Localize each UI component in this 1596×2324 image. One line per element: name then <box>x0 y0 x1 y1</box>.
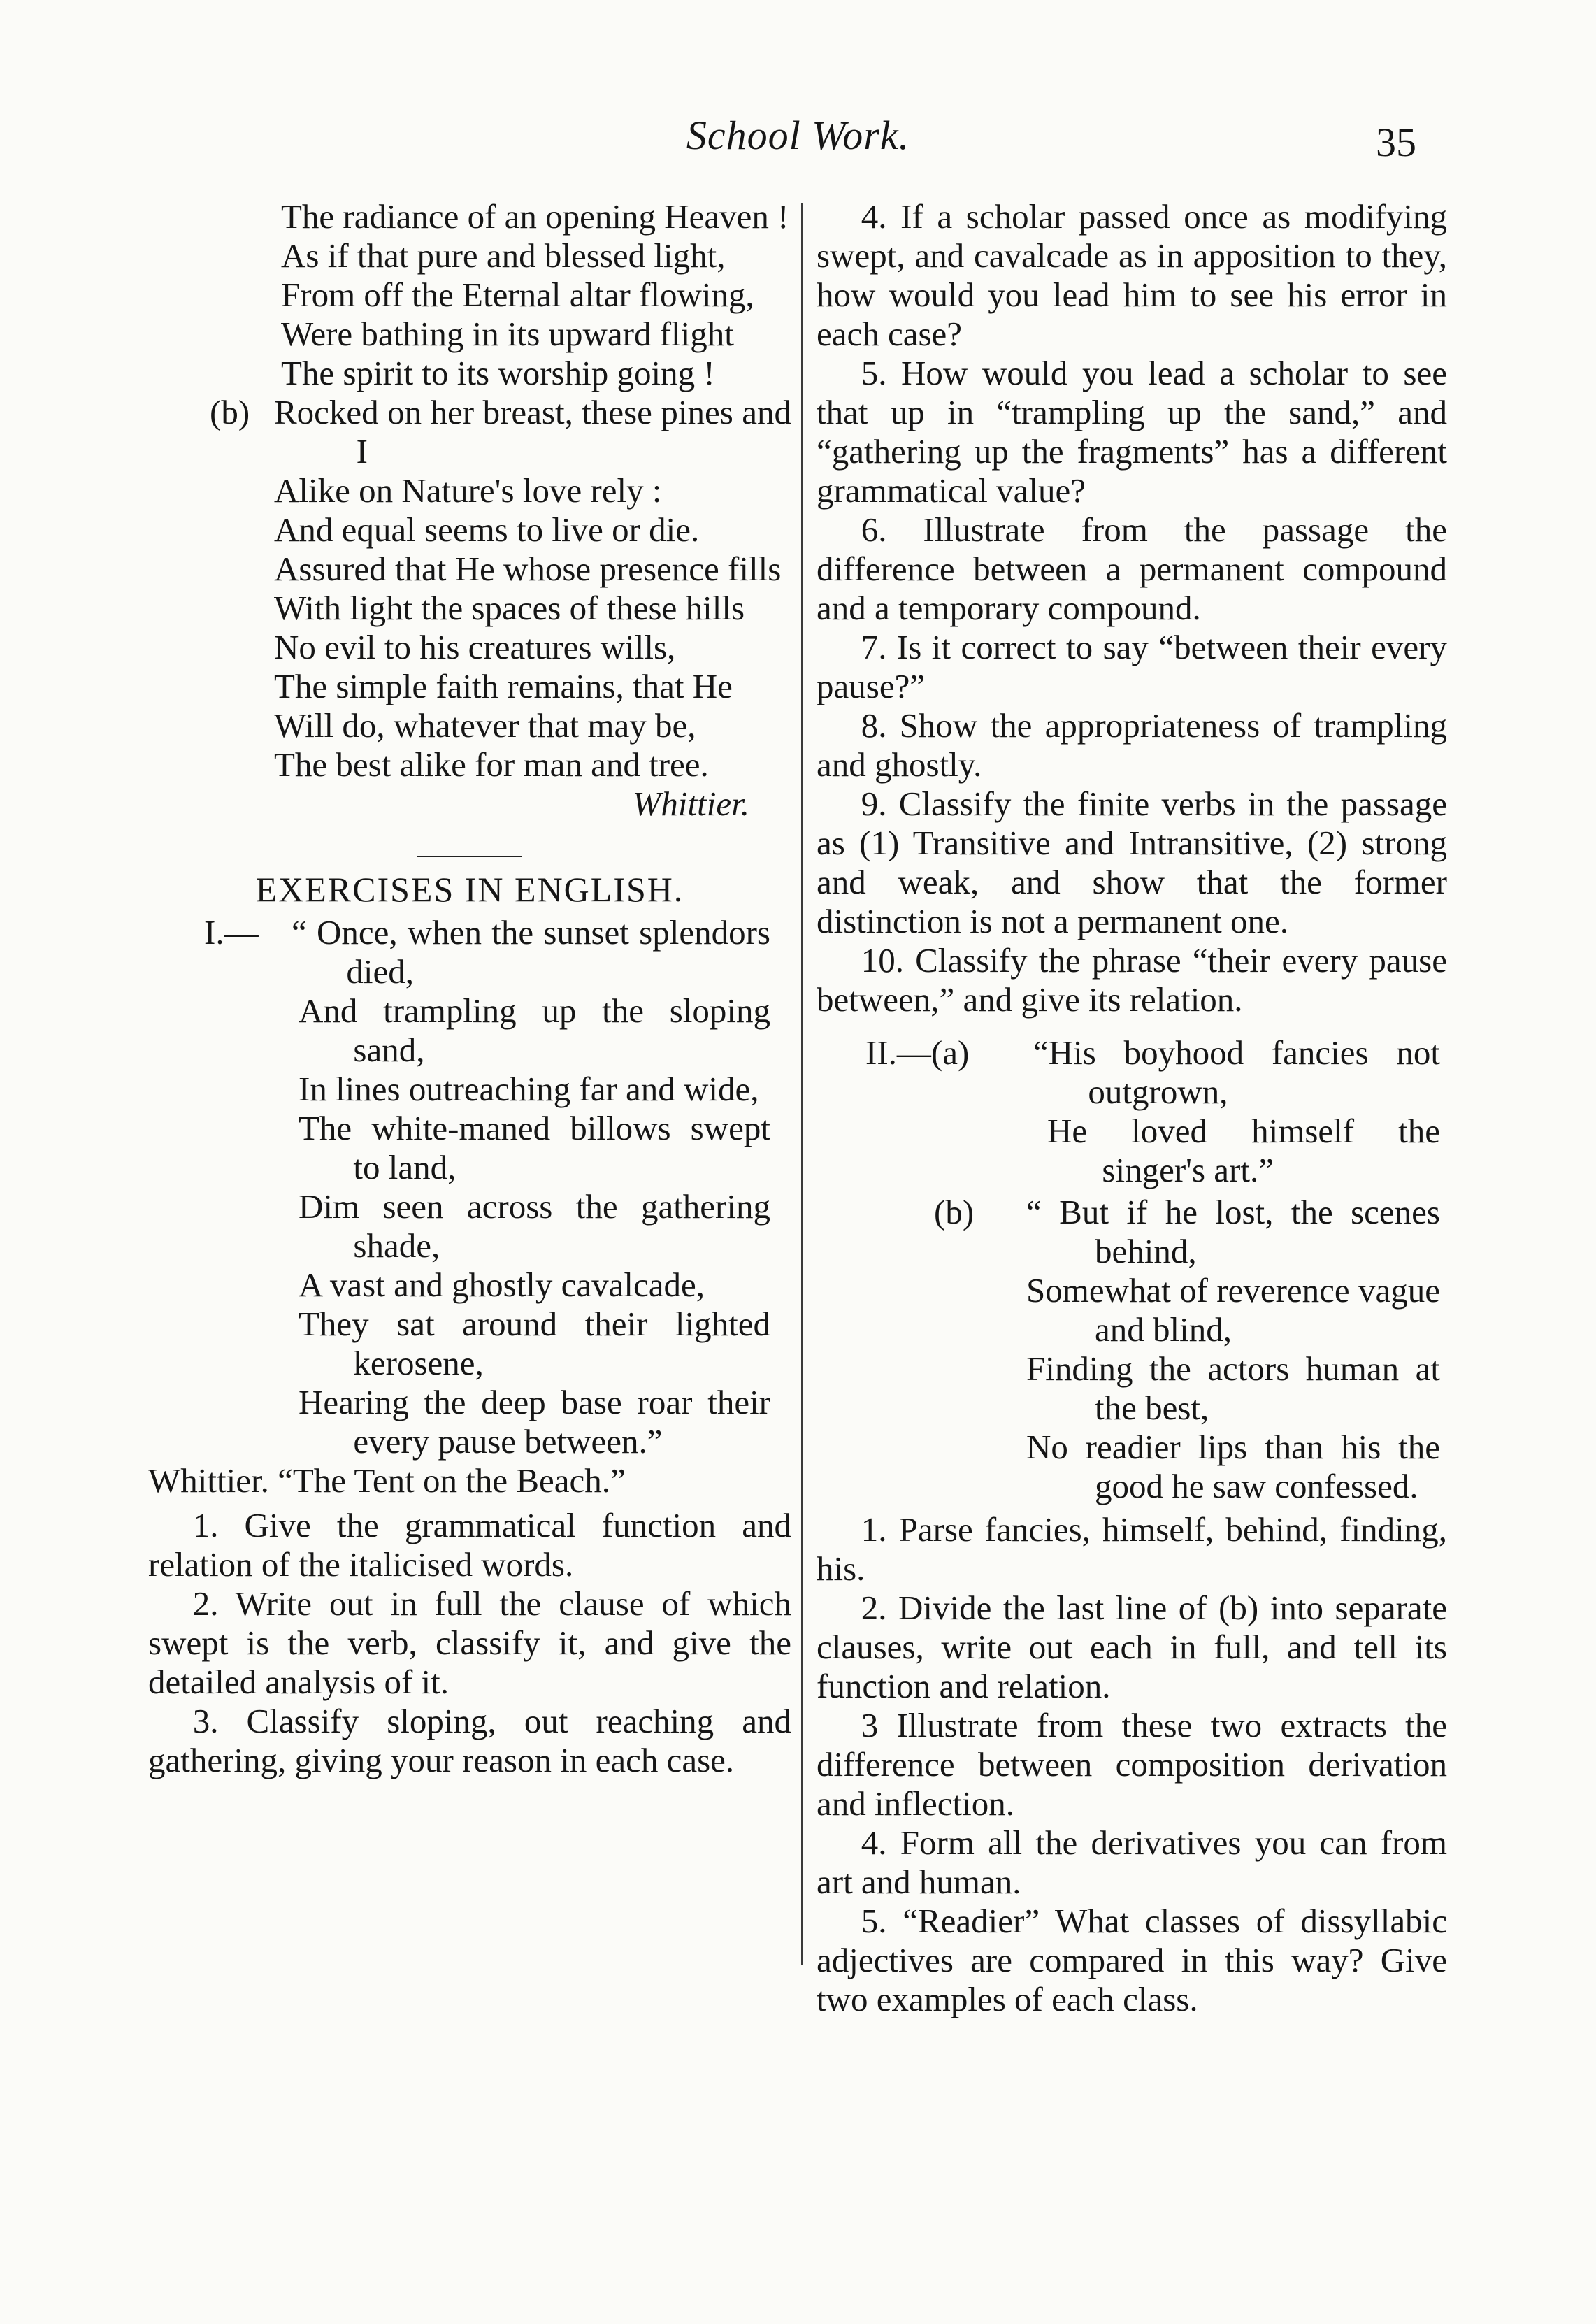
poem-line: The spirit to its worship going ! <box>281 354 715 392</box>
running-header: School Work. <box>686 113 910 158</box>
quote-source: Whittier. “The Tent on the Beach.” <box>148 1461 626 1500</box>
poem-line: A vast and ghostly cavalcade, <box>299 1265 705 1304</box>
poem-line: The best alike for man and tree. <box>274 745 709 784</box>
poem-line: Finding the actors human at the best, <box>1026 1349 1440 1427</box>
question-item: 10. Classify the phrase “their every pause between,” and give its relation. <box>817 941 1447 1019</box>
poem-line: The white-maned billows swept to land, <box>299 1109 770 1186</box>
poem-line: Dim seen across the gathering shade, <box>299 1187 770 1265</box>
poem-stanza-a <box>148 197 791 393</box>
stanza-label: (b) <box>210 393 250 431</box>
question-item: 3. Classify sloping, out reaching and gathering, giving your reason in each case. <box>148 1702 791 1779</box>
poem-line: And trampling up the sloping sand, <box>299 991 770 1069</box>
exercise-2-quote-a <box>817 1033 1447 1190</box>
poem-line: Somewhat of reverence vague and blind, <box>1026 1271 1440 1349</box>
left-column <box>148 197 791 1780</box>
exercises-heading: EXERCISES IN ENGLISH. <box>255 870 684 909</box>
poem-line: He loved himself the singer's art.” <box>1047 1112 1440 1189</box>
section-separator <box>417 856 522 857</box>
question-item: 5. How would you lead a scholar to see that up in “trampling up the sand,” and “gathering up the fragments” has a different grammatical value? <box>817 354 1447 510</box>
question-item: 1. Give the grammatical function and relation of the italicised words. <box>148 1506 791 1584</box>
question-item: 8. Show the appropriateness of trampling and ghostly. <box>817 706 1447 784</box>
poem-line: The radiance of an opening Heaven ! <box>281 197 789 236</box>
poem-line: As if that pure and blessed light, <box>281 236 726 275</box>
question-item: 2. Write out in full the clause of which swept is the verb, classify it, and give the detailed analysis of it. <box>148 1584 791 1701</box>
right-column <box>817 197 1447 2019</box>
exercise-1-quote <box>148 913 791 1461</box>
poem-author: Whittier. <box>632 784 749 823</box>
poem-line: “ Once, when the sunset splendors died, <box>292 913 770 991</box>
question-item: 3 Illustrate from these two extracts the difference between composition derivation and inflection. <box>817 1706 1447 1823</box>
poem-line: Were bathing in its upward flight <box>281 315 734 353</box>
poem-line: From off the Eternal altar flowing, <box>281 275 754 314</box>
question-item: 7. Is it correct to say “between their every pause?” <box>817 628 1447 705</box>
question-item: 1. Parse fancies, himself, behind, finding, his. <box>817 1510 1447 1588</box>
poem-line: “His boyhood fancies not outgrown, <box>1033 1033 1440 1111</box>
page-number: 35 <box>1376 120 1416 165</box>
poem-line: Will do, whatever that may be, <box>274 706 696 745</box>
poem-stanza-b <box>148 393 791 784</box>
poem-line: They sat around their lighted kerosene, <box>299 1305 770 1382</box>
exercise-label: (b) <box>934 1193 975 1231</box>
poem-line: With light the spaces of these hills <box>274 589 745 627</box>
poem-line: Alike on Nature's love rely : <box>274 471 662 510</box>
poem-line: And equal seems to live or die. <box>274 510 700 549</box>
poem-line: No evil to his creatures wills, <box>274 628 676 666</box>
poem-line: The simple faith remains, that He <box>274 667 733 705</box>
question-item: 5. “Readier” What classes of dissyllabic adjectives are compared in this way? Give two examples of each class. <box>817 1902 1447 2018</box>
question-item: 9. Classify the finite verbs in the passage as (1) Transitive and Intransitive, (2) strong and weak, and show that the former distinction is not a permanent one. <box>817 784 1447 940</box>
poem-line: Rocked on her breast, these pines and I <box>274 393 791 471</box>
exercise-2-quote-b <box>817 1193 1447 1506</box>
question-item: 6. Illustrate from the passage the difference between a permanent compound and a temporary compound. <box>817 510 1447 627</box>
question-item: 4. If a scholar passed once as modifying swept, and cavalcade as in apposition to they, how would you lead him to see his error in each case? <box>817 197 1447 353</box>
poem-line: “ But if he lost, the scenes behind, <box>1026 1193 1440 1270</box>
question-item: 2. Divide the last line of (b) into separate clauses, write out each in full, and tell its function and relation. <box>817 1588 1447 1705</box>
poem-line: No readier lips than his the good he saw confessed. <box>1026 1428 1440 1505</box>
column-divider <box>801 203 803 1965</box>
exercise-label: I.— <box>204 913 259 952</box>
question-item: 4. Form all the derivatives you can from art and human. <box>817 1823 1447 1901</box>
poem-line: In lines outreaching far and wide, <box>299 1070 759 1108</box>
poem-line: Assured that He whose presence fills <box>274 550 782 588</box>
exercise-label: II.—(a) <box>865 1033 970 1072</box>
poem-line: Hearing the deep base roar their every pause between.” <box>299 1383 770 1461</box>
